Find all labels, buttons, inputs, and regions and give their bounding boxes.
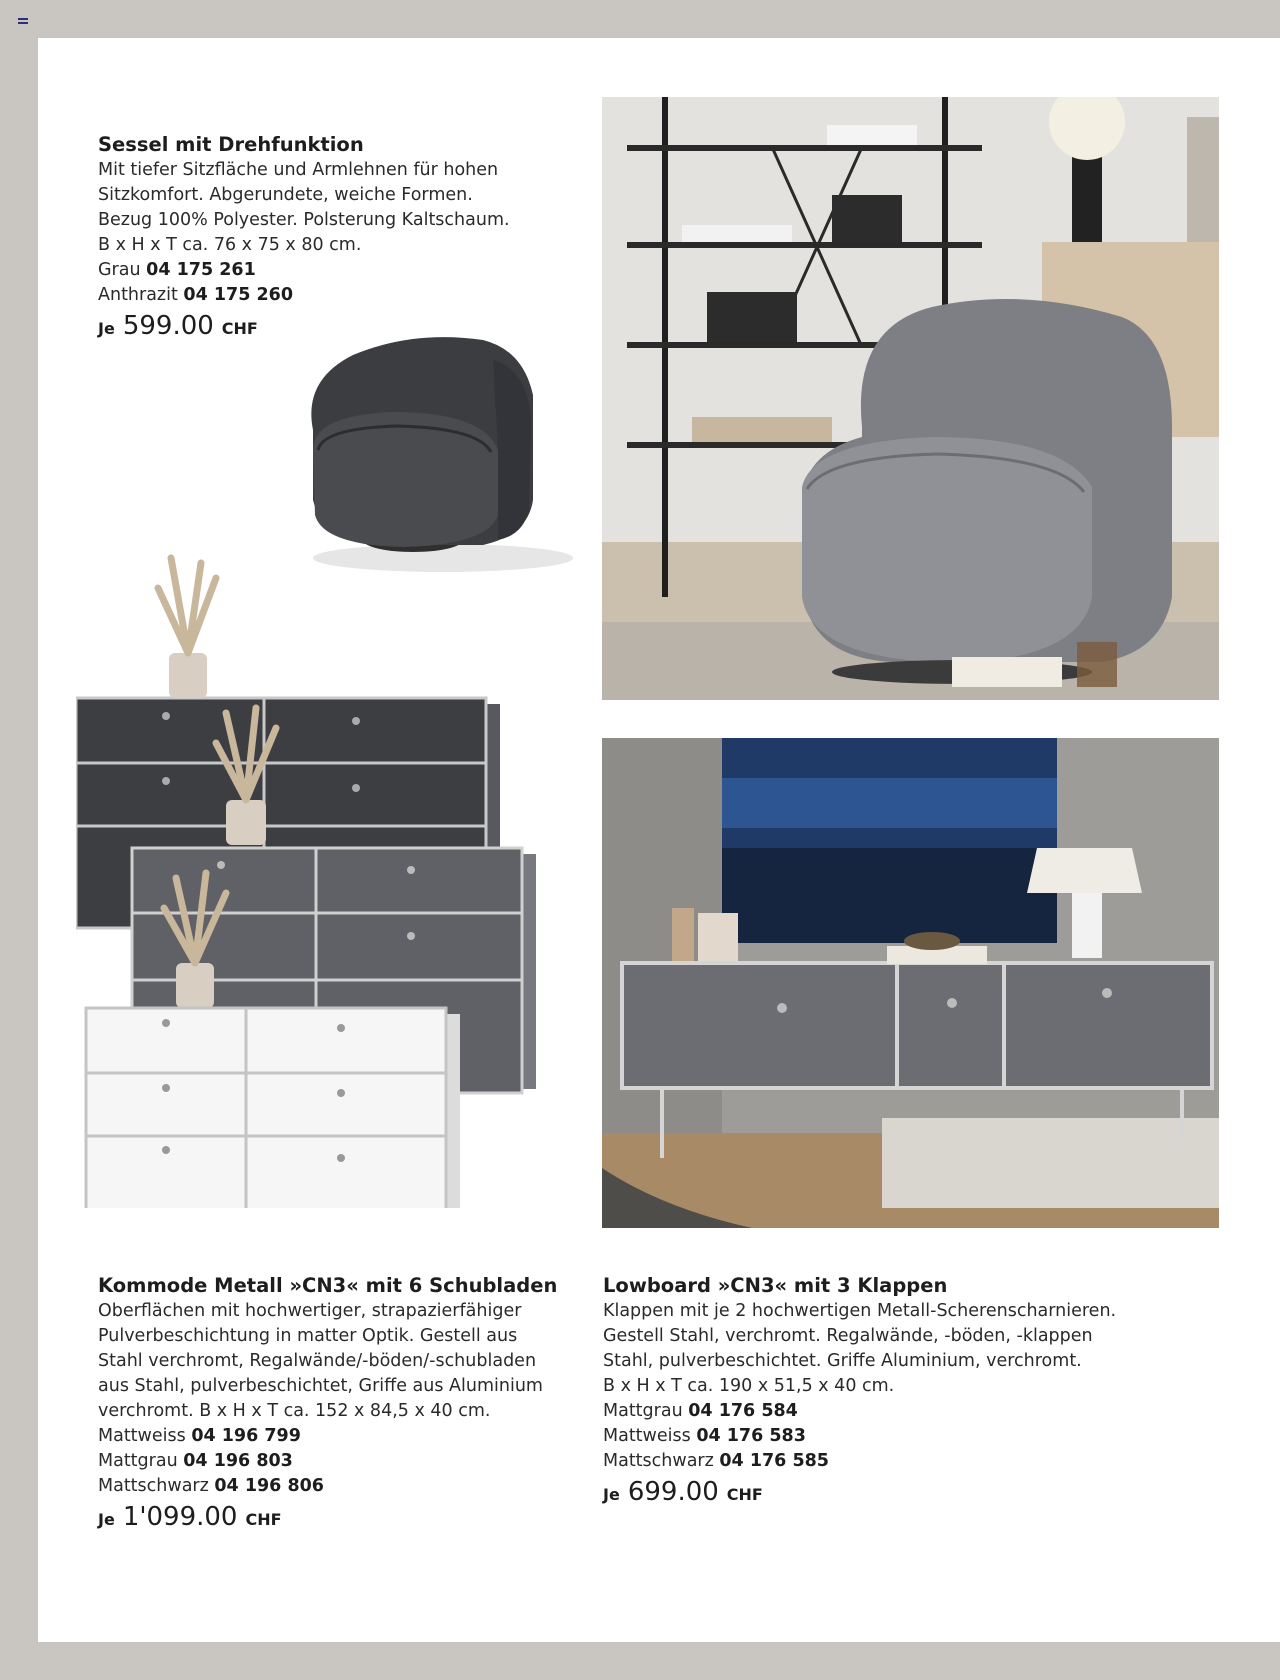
desc-line: Sitzkomfort. Abgerundete, weiche Formen. bbox=[98, 185, 473, 205]
variant-line bbox=[98, 1424, 568, 1449]
variant-name: Mattgrau bbox=[603, 1401, 683, 1421]
desc-line: aus Stahl, pulverbeschichtet, Griffe aus Aluminium bbox=[98, 1376, 543, 1396]
variant-line bbox=[603, 1449, 1203, 1474]
variant-line bbox=[603, 1424, 1203, 1449]
price bbox=[603, 1477, 1203, 1507]
article-number: 04 175 261 bbox=[146, 260, 256, 280]
variant-name: Mattschwarz bbox=[98, 1476, 209, 1496]
price-amount: 699.00 bbox=[627, 1477, 719, 1507]
variant-line bbox=[98, 1449, 568, 1474]
product-lowboard bbox=[603, 1272, 1203, 1507]
article-number: 04 176 585 bbox=[719, 1451, 829, 1471]
price-prefix: Je bbox=[98, 319, 115, 338]
desc-line: Bezug 100% Polyester. Polsterung Kaltschaum. bbox=[98, 210, 510, 230]
variant-line bbox=[98, 1474, 568, 1499]
price-currency: CHF bbox=[726, 1485, 763, 1504]
desc-line: B x H x T ca. 76 x 75 x 80 cm. bbox=[98, 235, 362, 255]
variant-name: Anthrazit bbox=[98, 285, 178, 305]
desc-line: Gestell Stahl, verchromt. Regalwände, -böden, -klappen bbox=[603, 1326, 1093, 1346]
price-prefix: Je bbox=[98, 1510, 115, 1529]
variant-name: Mattschwarz bbox=[603, 1451, 714, 1471]
article-number: 04 196 803 bbox=[183, 1451, 293, 1471]
kommode-image bbox=[76, 518, 596, 1208]
price-prefix: Je bbox=[603, 1485, 620, 1504]
article-number: 04 176 583 bbox=[696, 1426, 806, 1446]
desc-line: Pulverbeschichtung in matter Optik. Gestell aus bbox=[98, 1326, 518, 1346]
catalog-page bbox=[38, 38, 1280, 1642]
price-amount: 1'099.00 bbox=[122, 1502, 238, 1532]
article-number: 04 176 584 bbox=[688, 1401, 798, 1421]
variant-name: Mattweiss bbox=[98, 1426, 186, 1446]
price bbox=[98, 1502, 568, 1532]
variant-name: Mattgrau bbox=[98, 1451, 178, 1471]
desc-line: verchromt. B x H x T ca. 152 x 84,5 x 40 cm. bbox=[98, 1401, 491, 1421]
price-currency: CHF bbox=[221, 319, 258, 338]
article-number: 04 196 799 bbox=[191, 1426, 301, 1446]
desc-line: Mit tiefer Sitzfläche und Armlehnen für hohen bbox=[98, 160, 499, 180]
product-title: Lowboard »CN3« mit 3 Klappen bbox=[603, 1274, 948, 1297]
desc-line: Stahl, pulverbeschichtet. Griffe Aluminium, verchromt. bbox=[603, 1351, 1082, 1371]
product-title: Sessel mit Drehfunktion bbox=[98, 133, 364, 156]
chair-room-photo bbox=[602, 97, 1219, 700]
variant-line bbox=[98, 258, 518, 283]
desc-line: Oberflächen mit hochwertiger, strapazierfähiger bbox=[98, 1301, 522, 1321]
menu-icon[interactable] bbox=[18, 18, 28, 26]
product-kommode bbox=[98, 1272, 568, 1532]
variant-name: Mattweiss bbox=[603, 1426, 691, 1446]
lowboard-room-photo bbox=[602, 738, 1219, 1228]
price-amount: 599.00 bbox=[122, 311, 214, 341]
article-number: 04 196 806 bbox=[214, 1476, 324, 1496]
variant-line bbox=[603, 1399, 1203, 1424]
desc-line: B x H x T ca. 190 x 51,5 x 40 cm. bbox=[603, 1376, 895, 1396]
product-title: Kommode Metall »CN3« mit 6 Schubladen bbox=[98, 1274, 558, 1297]
desc-line: Klappen mit je 2 hochwertigen Metall-Scherenscharnieren. bbox=[603, 1301, 1117, 1321]
desc-line: Stahl verchromt, Regalwände/-böden/-schubladen bbox=[98, 1351, 537, 1371]
variant-name: Grau bbox=[98, 260, 141, 280]
price-currency: CHF bbox=[245, 1510, 282, 1529]
article-number: 04 175 260 bbox=[183, 285, 294, 305]
